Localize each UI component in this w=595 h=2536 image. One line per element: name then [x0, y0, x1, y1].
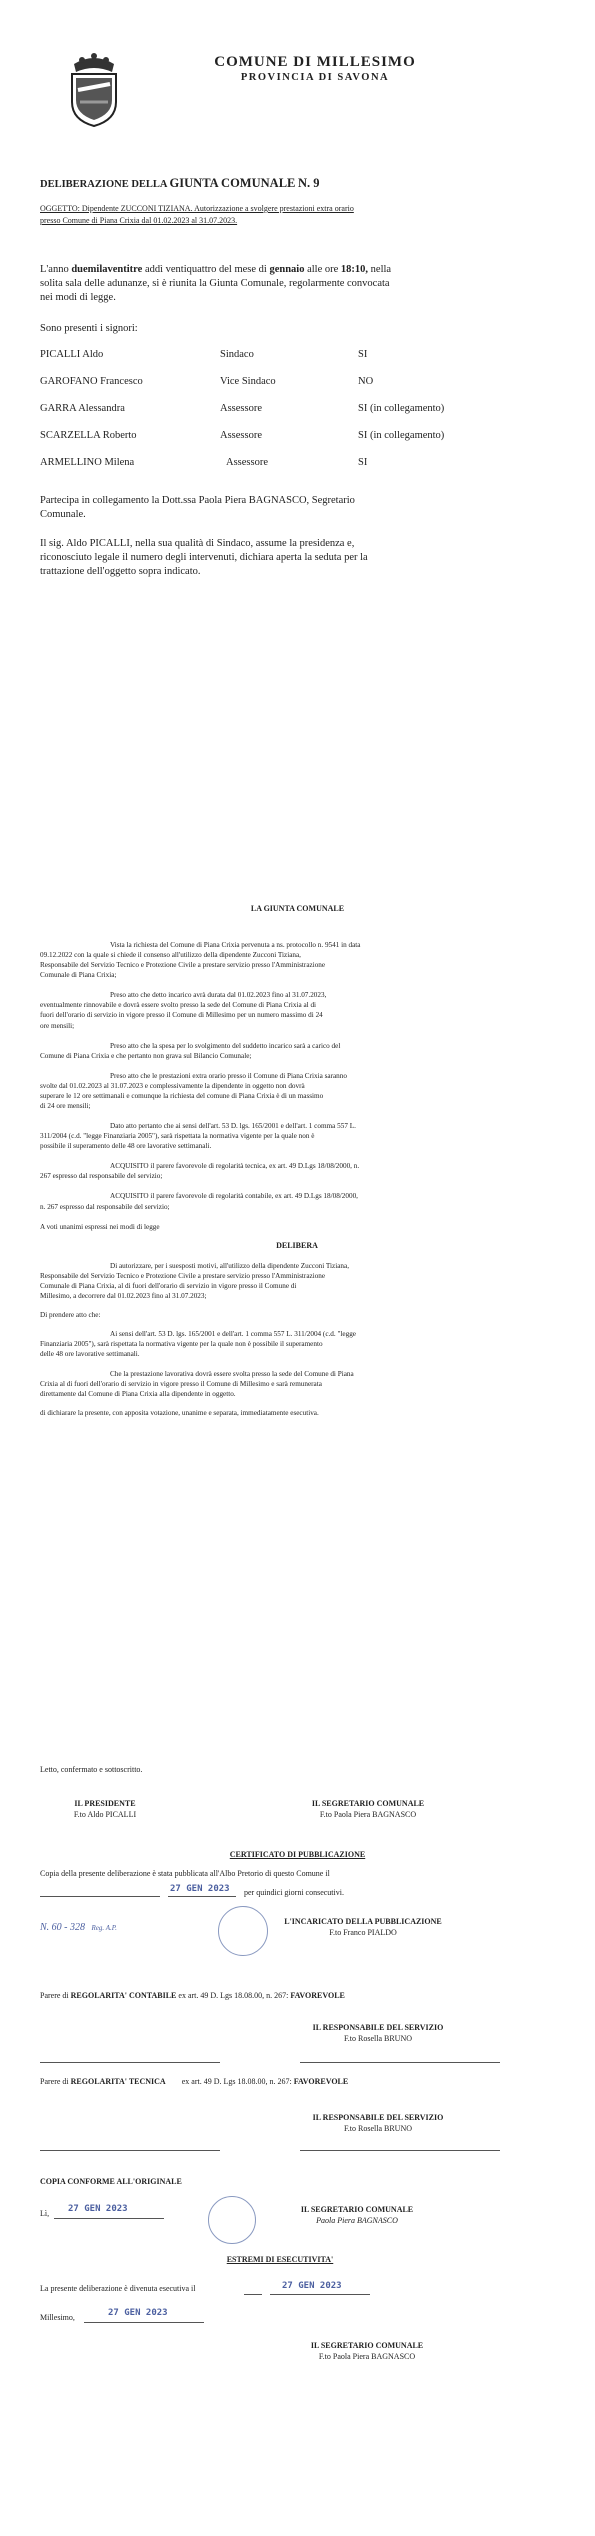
copia-heading: COPIA CONFORME ALL'ORIGINALE — [40, 2177, 182, 2186]
oggetto: OGGETTO: Dipendente ZUCCONI TIZIANA. Autorizzazione a svolgere prestazioni extra orario presso Comune di Piana Crixia dal 01.02.2023 al 31.07.2023. — [40, 204, 354, 225]
premessa: ACQUISITO il parere favorevole di regolarità contabile, ex art. 49 D.Lgs 18/08/2000, n. 267 espresso dal responsabile del servizio; — [40, 1192, 358, 1211]
member-row: PICALLI Aldo Sindaco SI — [40, 349, 368, 360]
incaricato-name: F.to Franco PIALDO — [329, 1928, 397, 1937]
giunta-heading: LA GIUNTA COMUNALE — [250, 904, 345, 913]
dispositivo-esecutiva: di dichiarare la presente, con apposita votazione, unanime e separata, immediatamente esecutiva. — [40, 1408, 319, 1417]
registro-number: N. 60 - 328 Reg. A.P. — [40, 1922, 117, 1933]
member-row: GARRA Alessandra Assessore SI (in collegamento) — [40, 403, 445, 414]
premessa: Vista la richiesta del Comune di Piana Crixia pervenuta a ns. protocollo n. 9541 in data 09.12.2022 con la quale si chiede il consenso all'utilizzo della dipendente Zucconi Tiziana, Responsabile del Servizio Tecnico e Protezione Civile a prestare servizio presso l'Amministrazione Comunale di Piana Crixia; — [40, 941, 361, 980]
member-row: SCARZELLA Roberto Assessore SI (in collegamento) — [40, 430, 445, 441]
present-label: Sono presenti i signori: — [40, 323, 138, 334]
dispositivo-presa-atto: Di prendere atto che: — [40, 1311, 101, 1320]
members-table — [40, 348, 500, 483]
esecutivita-date-stamp: 27 GEN 2023 — [282, 2281, 342, 2291]
pubblicazione-text: Copia della presente deliberazione è stata pubblicata all'Albo Pretorio di questo Comune il — [40, 1869, 330, 1878]
member-row: GAROFANO Francesco Vice Sindaco NO — [40, 376, 374, 387]
parere-tecnica: Parere di REGOLARITA' TECNICA ex art. 49 D. Lgs 18.08.00, n. 267: FAVOREVOLE — [40, 2077, 349, 2086]
esecutivita-heading: ESTREMI DI ESECUTIVITA' — [226, 2255, 334, 2264]
segretario-name: F.to Paola Piera BAGNASCO — [319, 1810, 417, 1819]
contabile-resp-name: F.to Rosella BRUNO — [343, 2034, 413, 2043]
coat-of-arms-logo — [64, 50, 124, 130]
premessa: ACQUISITO il parere favorevole di regolarità tecnica, ex art. 49 D.Lgs 18/08/2000, n. 267 espresso dal responsabile del servizio; — [40, 1162, 360, 1181]
premessa: Dato atto pertanto che ai sensi dell'art. 53 D. lgs. 165/2001 e dell'art. 1 comma 557 L. 311/2004 (c.d. "legge Finanziaria 2005"), sarà rispettata la normativa vigente per la quale non è possibile il superamento delle 48 ore lavorative settimanali. — [40, 1122, 356, 1151]
premessa: Preso atto che la spesa per lo svolgimento del suddetto incarico sarà a carico del Comune di Piana Crixia e che pertanto non grava sul Bilancio Comunale; — [40, 1041, 341, 1060]
presidenza-paragraph: Il sig. Aldo PICALLI, nella sua qualità di Sindaco, assume la presidenza e, riconosciuto legale il numero degli intervenuti, dichiara aperta la seduta per la trattazione dell'oggetto sopra indicato. — [40, 538, 368, 578]
copia-segretario-name: Paola Piera BAGNASCO — [316, 2216, 398, 2225]
contabile-resp-title: IL RESPONSABILE DEL SERVIZIO — [312, 2023, 444, 2032]
copia-date-stamp: 27 GEN 2023 — [68, 2204, 128, 2214]
premessa: Preso atto che detto incarico avrà durata dal 01.02.2023 fino al 31.07.2023, eventualmente rinnovabile e dovrà essere svolto presso la sede del Comune di Piana Crixia al di fuori dell'orario di servizio in vigore presso il Comune di Millesimo per un numero massimo di 24 ore mensili; — [40, 991, 327, 1030]
incaricato-title: L'INCARICATO DELLA PUBBLICAZIONE — [284, 1917, 442, 1926]
copia-seal-stamp — [208, 2196, 256, 2244]
presidente-name: F.to Aldo PICALLI — [73, 1810, 137, 1819]
voti: A voti unanimi espressi nei modi di legge — [40, 1222, 160, 1231]
dispositivo-autorizzazione: Di autorizzare, per i suesposti motivi, all'utilizzo della dipendente Zucconi Tiziana, Responsabile del Servizio Tecnico e Protezione Civile a prestare servizio presso l'Amministrazione Comunale di Piana Crixia, al di fuori dell'orario di servizio in vigore presso il Comune di Millesimo, a decorrere dal 01.02.2023 fino al 31.07.2023; — [40, 1261, 350, 1301]
millesimo-label: Millesimo, — [40, 2313, 75, 2322]
dispositivo-prestazione: Che la prestazione lavorativa dovrà essere svolta presso la sede del Comune di Piana Crixia al di fuori dell'orario di servizio in vigore presso il Comune di Millesimo e sarà remunerata direttamente dal Comune di Piana Crixia alla dipendente in oggetto. — [40, 1369, 354, 1398]
presidente-title: IL PRESIDENTE — [74, 1799, 136, 1808]
copia-li: Lì, — [40, 2209, 50, 2218]
premessa: Preso atto che le prestazioni extra orario presso il Comune di Piana Crixia saranno svolte dal 01.02.2023 al 31.07.2023 e complessivamente la dipendente in oggetto non dovrà superare le 12 ore settimanali e comunque la richiesta del comune di Piana Crixia è di un massimo di 24 ore mensili; — [40, 1071, 347, 1111]
tecnica-resp-title: IL RESPONSABILE DEL SERVIZIO — [312, 2113, 444, 2122]
pubblicazione-date-stamp: 27 GEN 2023 — [170, 1884, 230, 1894]
pubblicazione-days: per quindici giorni consecutivi. — [244, 1888, 344, 1897]
copia-segretario-title: IL SEGRETARIO COMUNALE — [300, 2205, 414, 2214]
pubblicazione-heading: CERTIFICATO DI PUBBLICAZIONE — [229, 1850, 366, 1859]
millesimo-date-stamp: 27 GEN 2023 — [108, 2308, 168, 2318]
premesse — [40, 940, 554, 1418]
comune-seal-stamp — [218, 1906, 268, 1956]
parere-contabile: Parere di REGOLARITA' CONTABILE ex art. 49 D. Lgs 18.08.00, n. 267: FAVOREVOLE — [40, 1991, 345, 2000]
esecutivita-segretario-name: F.to Paola Piera BAGNASCO — [318, 2352, 416, 2361]
dispositivo-normativa: Ai sensi dell'art. 53 D. lgs. 165/2001 e dell'art. 1 comma 557 L. 311/2004 (c.d. "legge Finanziaria 2005"), sarà rispettata la normativa vigente per la quale non è possibile il superamento delle 48 ore lavorative settimanali. — [40, 1330, 356, 1359]
esecutivita-text: La presente deliberazione è divenuta esecutiva il — [40, 2284, 196, 2293]
segretario-paragraph: Partecipa in collegamento la Dott.ssa Paola Piera BAGNASCO, Segretario Comunale. — [40, 495, 355, 521]
comune-name: COMUNE DI MILLESIMO — [214, 54, 416, 70]
deliberation-title: DELIBERAZIONE DELLA GIUNTA COMUNALE N. 9 — [40, 176, 320, 190]
delibera-heading: DELIBERA — [276, 1240, 318, 1250]
provincia-name: PROVINCIA DI SAVONA — [240, 72, 390, 83]
intro-paragraph: L'anno duemilaventitre addì ventiquattro del mese di gennaio alle ore 18:10, nella solita sala delle adunanze, si è riunita la Giunta Comunale, regolarmente convocata nei modi di legge. — [40, 264, 392, 304]
letto-confermato: Letto, confermato e sottoscritto. — [40, 1765, 143, 1774]
tecnica-resp-name: F.to Rosella BRUNO — [343, 2124, 413, 2133]
member-row: ARMELLINO Milena Assessore SI — [40, 457, 368, 468]
esecutivita-segretario-title: IL SEGRETARIO COMUNALE — [310, 2341, 424, 2350]
segretario-title: IL SEGRETARIO COMUNALE — [311, 1799, 425, 1808]
